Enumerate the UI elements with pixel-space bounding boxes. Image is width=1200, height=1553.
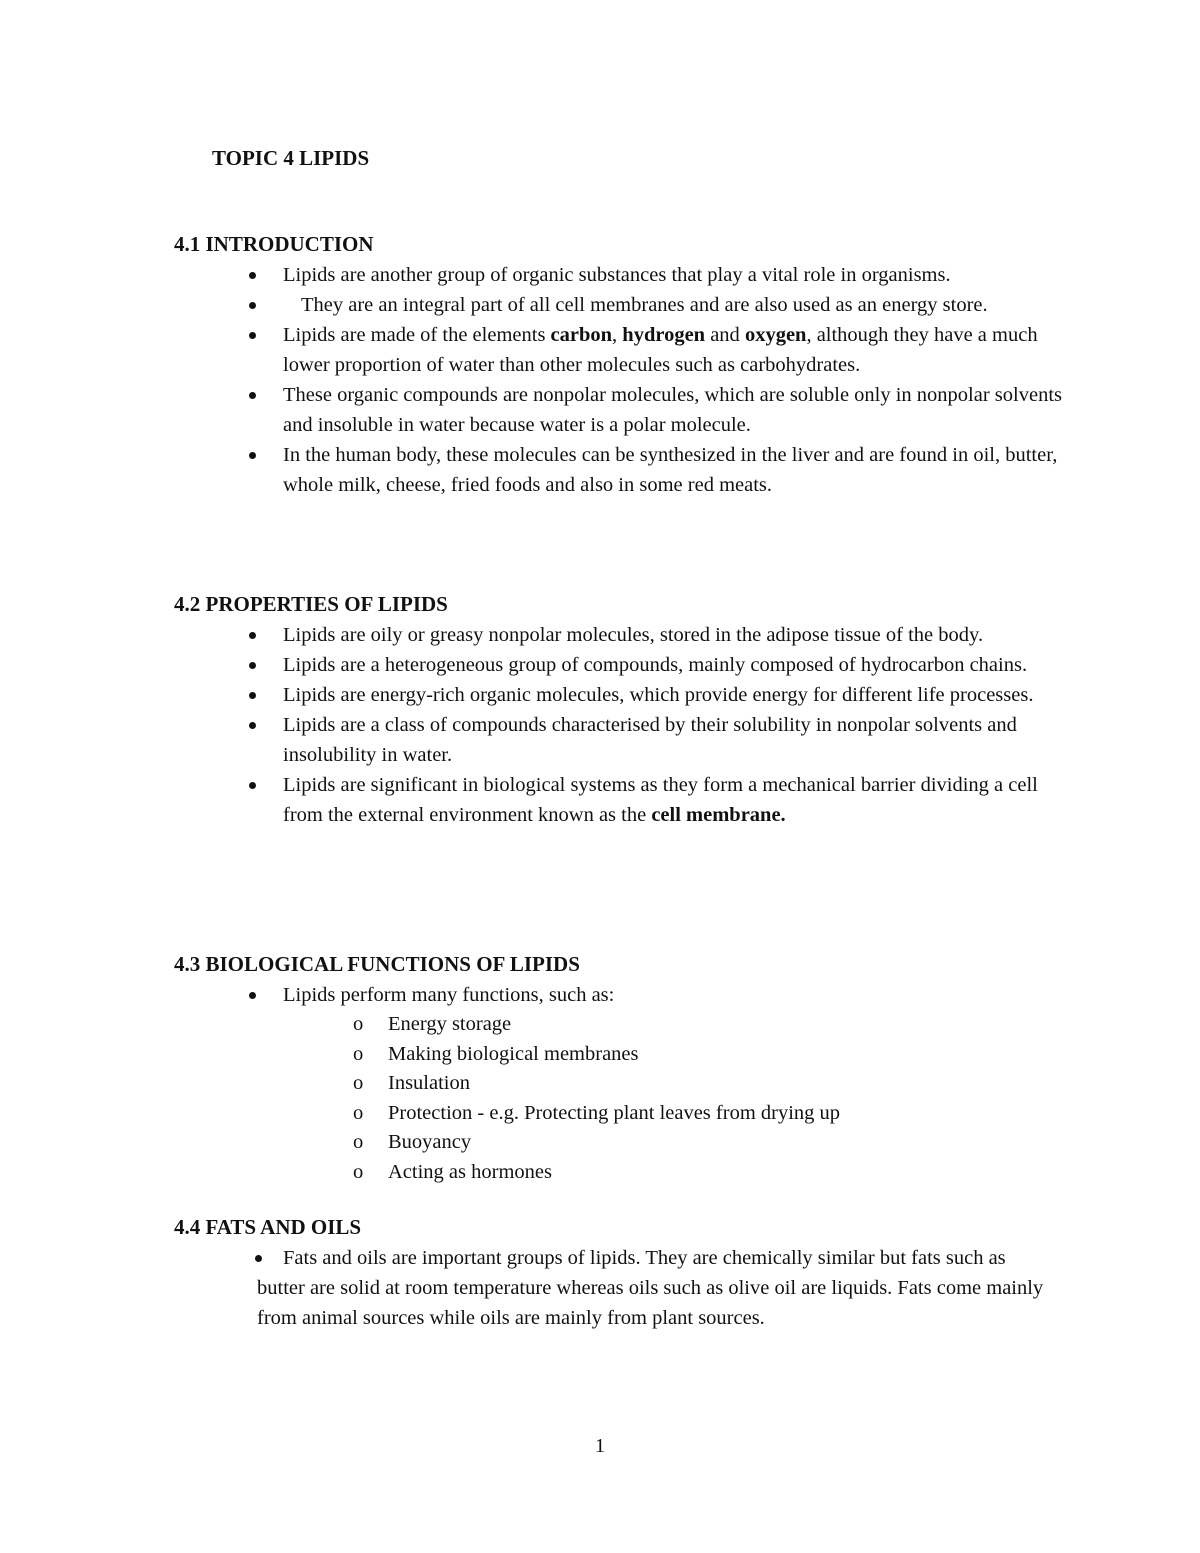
sub-list-item bbox=[0, 1099, 1200, 1129]
sub-list-item bbox=[0, 1128, 1200, 1158]
list-item-text bbox=[0, 320, 1063, 380]
bullet-list bbox=[0, 980, 1200, 1187]
bullet-icon bbox=[249, 632, 256, 639]
circle-bullet-icon: o bbox=[353, 1131, 364, 1153]
bullet-icon bbox=[249, 992, 256, 999]
list-item-text: In the human body, these molecules can be synthesized in the liver and are found in oil, butter, whole milk, cheese, fried foods and also in some red meats. bbox=[283, 444, 1058, 496]
list-item bbox=[0, 1243, 1200, 1333]
circle-bullet-icon: o bbox=[353, 1160, 364, 1183]
section-heading: 4.4 FATS AND OILS bbox=[174, 1215, 362, 1239]
sub-list-item-text: Energy storage bbox=[388, 1013, 512, 1035]
list-item-text: Lipids are a heterogeneous group of compounds, mainly composed of hydrocarbon chains. bbox=[283, 654, 1028, 676]
bullet-icon bbox=[249, 302, 256, 309]
circle-bullet-icon: o bbox=[353, 1101, 364, 1124]
circle-bullet-icon: o bbox=[353, 1013, 364, 1035]
list-item-text: Lipids are oily or greasy nonpolar molecules, stored in the adipose tissue of the body. bbox=[283, 624, 984, 646]
sub-list-item-text: Protection - e.g. Protecting plant leaves from drying up bbox=[388, 1101, 841, 1124]
text-run: Lipids are significant in biological systems as they form a mechanical barrier dividing a cell from the external environment known as the bbox=[283, 774, 1038, 826]
list-item bbox=[0, 440, 1200, 500]
list-item-text bbox=[0, 770, 1063, 830]
sub-list-item-text: Buoyancy bbox=[388, 1131, 472, 1153]
sub-list bbox=[0, 1010, 1200, 1187]
list-item bbox=[0, 710, 1200, 770]
list-item-text: Lipids are energy-rich organic molecules, which provide energy for different life processes. bbox=[283, 684, 1034, 706]
sub-list-item-text: Making biological membranes bbox=[388, 1042, 639, 1065]
list-item bbox=[0, 320, 1200, 380]
list-item-text: They are an integral part of all cell membranes and are also used as an energy store. bbox=[301, 294, 988, 316]
list-item-text: Lipids are another group of organic substances that play a vital role in organisms. bbox=[283, 264, 951, 286]
list-item bbox=[0, 680, 1200, 710]
list-item-text: Lipids are a class of compounds characterised by their solubility in nonpolar solvents and insolubility in water. bbox=[283, 714, 1017, 766]
list-item bbox=[0, 770, 1200, 830]
bullet-icon bbox=[249, 272, 256, 279]
bullet-icon bbox=[249, 782, 256, 789]
bullet-list bbox=[0, 260, 1200, 500]
bullet-list bbox=[0, 620, 1200, 830]
bullet-icon bbox=[249, 332, 256, 339]
page-number: 1 bbox=[594, 1435, 606, 1457]
section-heading: 4.2 PROPERTIES OF LIPIDS bbox=[174, 592, 448, 616]
text-run: , although they have a much lower proportion of water than other molecules such as carbohydrates. bbox=[283, 324, 1038, 376]
bold-term-oxygen: oxygen bbox=[744, 324, 807, 346]
text-run: and bbox=[705, 324, 745, 346]
bullet-icon bbox=[249, 692, 256, 699]
bullet-icon bbox=[249, 392, 256, 399]
list-item-text: These organic compounds are nonpolar molecules, which are soluble only in nonpolar solvents and insoluble in water because water is a polar molecule. bbox=[283, 384, 1062, 436]
bullet-list bbox=[0, 1243, 1200, 1333]
sub-list-item bbox=[0, 1158, 1200, 1188]
sub-list-item bbox=[0, 1040, 1200, 1070]
list-item-text: Lipids perform many functions, such as: bbox=[283, 984, 615, 1006]
bullet-icon bbox=[249, 452, 256, 459]
text-run: , bbox=[612, 324, 623, 346]
bullet-icon bbox=[255, 1255, 262, 1262]
bold-term-hydrogen: hydrogen bbox=[622, 324, 706, 346]
circle-bullet-icon: o bbox=[353, 1042, 364, 1065]
circle-bullet-icon: o bbox=[353, 1072, 364, 1094]
bullet-icon bbox=[249, 662, 256, 669]
sub-list-item bbox=[0, 1010, 1200, 1040]
page-title: TOPIC 4 LIPIDS bbox=[212, 146, 370, 170]
section-heading: 4.3 BIOLOGICAL FUNCTIONS OF LIPIDS bbox=[174, 952, 580, 976]
list-item-text: Fats and oils are important groups of lipids. They are chemically similar but fats such as butter are solid at room temperature whereas oils such as olive oil are liquids. Fats come mainly from animal sources while oils are mainly from plant sources. bbox=[257, 1247, 1044, 1329]
list-item bbox=[0, 290, 1200, 320]
list-item bbox=[0, 980, 1200, 1010]
section-heading: 4.1 INTRODUCTION bbox=[174, 232, 374, 256]
list-item bbox=[0, 650, 1200, 680]
list-item bbox=[0, 620, 1200, 650]
bold-term-cell-membrane: cell membrane. bbox=[651, 804, 786, 826]
sub-list-item bbox=[0, 1069, 1200, 1099]
list-item bbox=[0, 380, 1200, 440]
bullet-icon bbox=[249, 722, 256, 729]
text-run: Lipids are made of the elements bbox=[283, 324, 551, 346]
bold-term-carbon: carbon bbox=[550, 324, 613, 346]
sub-list-item-text: Acting as hormones bbox=[388, 1160, 552, 1183]
sub-list-item-text: Insulation bbox=[388, 1072, 470, 1094]
list-item bbox=[0, 260, 1200, 290]
